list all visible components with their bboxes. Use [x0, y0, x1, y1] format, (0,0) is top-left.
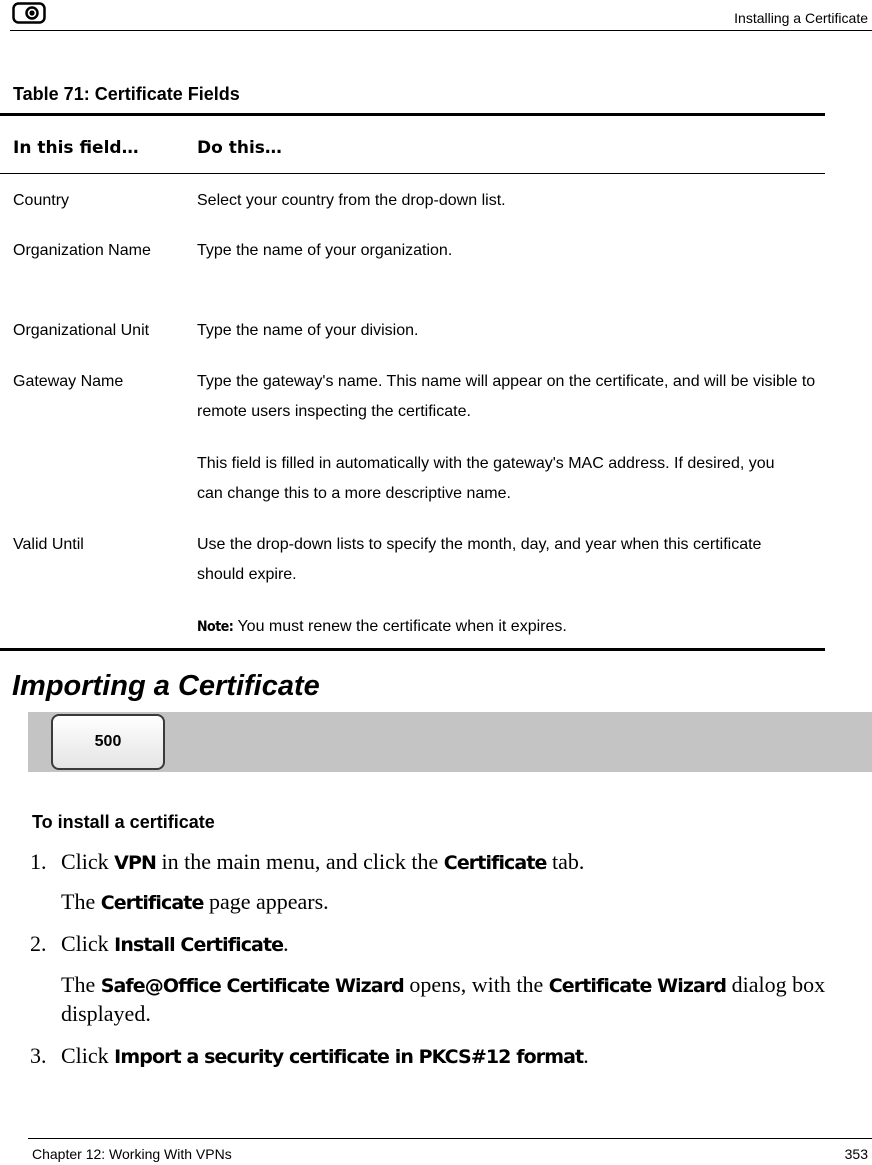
table-row-valid-until-desc: Use the drop-down lists to specify the month, day, and year when this certificate should expire.	[197, 536, 762, 583]
section-title: Importing a Certificate	[12, 670, 320, 702]
table-header-rule	[0, 173, 825, 174]
table-top-rule	[0, 113, 825, 116]
table-row-valid-until-field: Valid Until	[13, 536, 84, 553]
table-row-country-desc: Select your country from the drop-down list.	[197, 192, 506, 209]
header-divider	[10, 30, 872, 31]
step-1-result: The Certificate page appears.	[61, 889, 329, 914]
ui-label-import-pkcs12: Import a security certificate in PKCS#12 format	[114, 1046, 584, 1068]
footer-divider	[28, 1138, 872, 1139]
ui-label-vpn: VPN	[114, 852, 157, 874]
ui-label-certificate-wizard-name: Safe@Office Certificate Wizard	[100, 975, 404, 997]
table-row-valid-until-note	[197, 612, 825, 642]
safe-at-office-logo-icon	[12, 2, 46, 24]
table-row-organizational-unit-desc: Type the name of your division.	[197, 322, 419, 339]
table-row-gateway-name-desc-extra: This field is filled in automatically with the gateway's MAC address. If desired, you can change this to a more descriptive name.	[197, 455, 775, 502]
step-2-result: The Safe@Office Certificate Wizard opens, with the Certificate Wizard dialog box displayed.	[61, 972, 826, 1026]
table-row-gateway-name-desc: Type the gateway's name. This name will appear on the certificate, and will be visible to remote users inspecting the certificate.	[197, 373, 816, 420]
ui-label-certificate-tab: Certificate	[443, 852, 547, 874]
table-row-gateway-name-field: Gateway Name	[13, 373, 124, 390]
step-3-text: Click Import a security certificate in PKCS#12 format.	[61, 1043, 589, 1068]
model-badge: 500	[51, 714, 165, 770]
note-label: Note:	[197, 619, 234, 635]
ui-label-certificate-page: Certificate	[100, 892, 204, 914]
footer-page-number: 353	[844, 1146, 868, 1162]
table-header-action: Do this…	[197, 138, 282, 158]
table-bottom-rule	[0, 648, 825, 651]
table-row-organization-name-field: Organization Name	[13, 242, 151, 259]
table-caption: Table 71: Certificate Fields	[13, 84, 240, 104]
step-2-text: Click Install Certificate.	[61, 931, 289, 956]
table-row-organization-name-desc: Type the name of your organization.	[197, 242, 453, 259]
procedure-title: To install a certificate	[32, 812, 215, 832]
table-row-organizational-unit-field: Organizational Unit	[13, 322, 150, 339]
step-number: 3.	[30, 1043, 47, 1068]
table-row-country-field: Country	[13, 192, 70, 209]
step-1-text: Click VPN in the main menu, and click the Certificate tab.	[61, 849, 585, 874]
step-number: 2.	[30, 931, 47, 956]
note-text: You must renew the certificate when it expires.	[237, 618, 567, 635]
table-header-field: In this field…	[13, 138, 139, 158]
running-header-title: Installing a Certificate	[734, 10, 868, 26]
footer-chapter: Chapter 12: Working With VPNs	[32, 1146, 232, 1162]
step-number: 1.	[30, 849, 47, 874]
ui-label-install-certificate: Install Certificate	[114, 934, 284, 956]
ui-label-certificate-wizard-dialog: Certificate Wizard	[548, 975, 727, 997]
